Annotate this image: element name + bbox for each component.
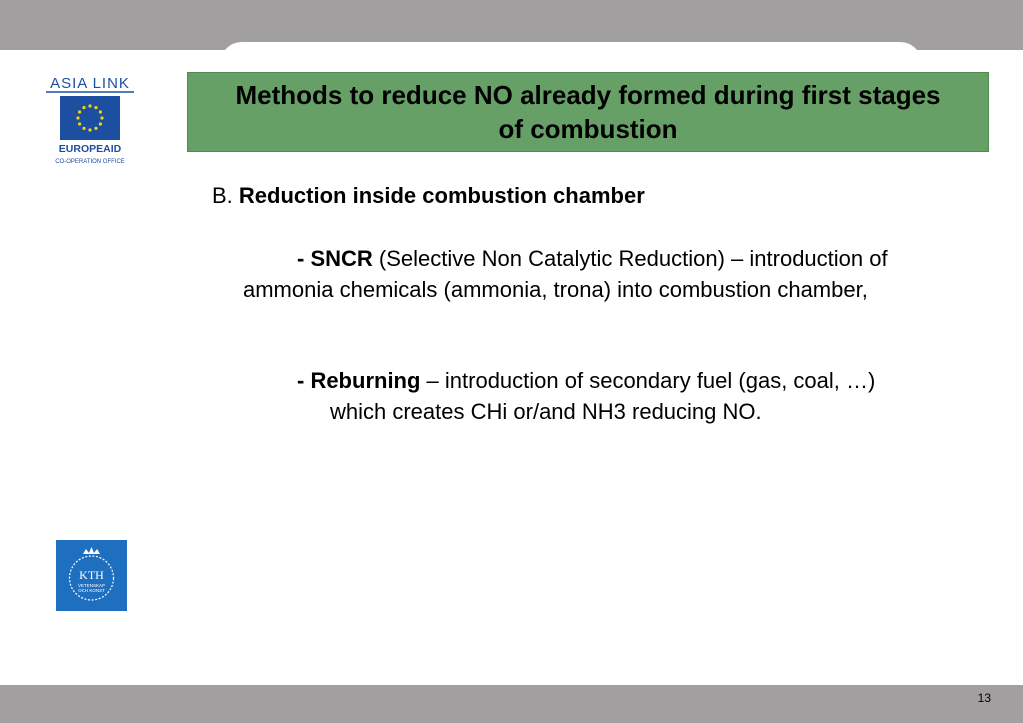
title-banner bbox=[187, 72, 989, 152]
bullet-term: - Reburning bbox=[297, 368, 421, 393]
bullet-text: (Selective Non Catalytic Reduction) – introduction of ammonia chemicals (ammonia, trona) into combustion chamber, bbox=[243, 246, 888, 302]
europeaid-text: EUROPEAID bbox=[58, 143, 122, 155]
section-title: Reduction inside combustion chamber bbox=[238, 183, 645, 208]
section-prefix: B. bbox=[212, 183, 233, 208]
bullet-reburning bbox=[297, 365, 987, 427]
europeaid-sub-text: CO-OPERATION OFFICE bbox=[55, 159, 125, 165]
bullet-term: - SNCR bbox=[297, 246, 373, 271]
slide-title: Methods to reduce NO already formed during first stages of combustion bbox=[235, 80, 941, 144]
kth-text: KTH bbox=[79, 568, 104, 582]
kth-motto-1: VETENSKAP bbox=[77, 583, 106, 588]
page-number: 13 bbox=[977, 691, 991, 705]
kth-logo bbox=[56, 540, 127, 611]
bottom-gray-band bbox=[0, 685, 1023, 723]
eu-flag bbox=[60, 96, 120, 140]
bullet-sncr bbox=[243, 243, 963, 305]
section-heading bbox=[212, 183, 645, 209]
asia-link-text: ASIA LINK bbox=[50, 75, 130, 92]
bullet-text: – introduction of secondary fuel (gas, coal, …) bbox=[420, 368, 876, 393]
kth-motto-2: OCH KONST bbox=[78, 588, 105, 593]
bullet-continuation: which creates CHi or/and NH3 reducing NO. bbox=[330, 399, 762, 424]
asia-link-europeaid-logo bbox=[42, 70, 138, 170]
